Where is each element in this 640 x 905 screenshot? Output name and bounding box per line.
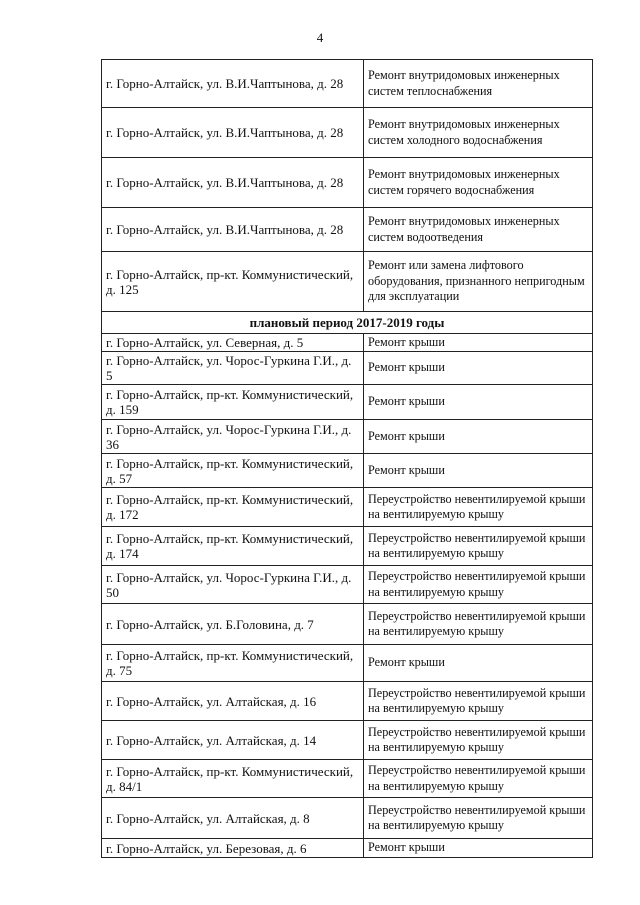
- table-row: [102, 208, 593, 252]
- work-type-cell: Переустройство невентилируемой крыши на вентилируемую крышу: [364, 604, 593, 645]
- work-type-cell: Ремонт крыши: [364, 334, 593, 352]
- work-type-cell: Ремонт внутридомовых инженерных систем холодного водоснабжения: [364, 108, 593, 158]
- table-row: [102, 352, 593, 385]
- table-row: [102, 645, 593, 682]
- address-cell: г. Горно-Алтайск, ул. В.И.Чаптынова, д. 28: [102, 108, 364, 158]
- table-row: [102, 527, 593, 566]
- address-cell: г. Горно-Алтайск, пр-кт. Коммунистический, д. 125: [102, 252, 364, 312]
- work-type-cell: Ремонт крыши: [364, 839, 593, 858]
- work-type-cell: Ремонт внутридомовых инженерных систем теплоснабжения: [364, 60, 593, 108]
- address-cell: г. Горно-Алтайск, ул. В.И.Чаптынова, д. 28: [102, 60, 364, 108]
- table-row: [102, 839, 593, 858]
- table-row: [102, 108, 593, 158]
- work-type-cell: Переустройство невентилируемой крыши на вентилируемую крышу: [364, 566, 593, 604]
- work-type-cell: Ремонт крыши: [364, 385, 593, 420]
- table-row: [102, 798, 593, 839]
- work-type-cell: Переустройство невентилируемой крыши на вентилируемую крышу: [364, 721, 593, 760]
- address-cell: г. Горно-Алтайск, пр-кт. Коммунистический, д. 75: [102, 645, 364, 682]
- table-row: [102, 760, 593, 798]
- address-cell: г. Горно-Алтайск, пр-кт. Коммунистический, д. 159: [102, 385, 364, 420]
- work-type-cell: Переустройство невентилируемой крыши на вентилируемую крышу: [364, 798, 593, 839]
- page-number: 4: [316, 30, 324, 45]
- work-type-cell: Ремонт внутридомовых инженерных систем водоотведения: [364, 208, 593, 252]
- work-type-cell: Ремонт крыши: [364, 645, 593, 682]
- address-cell: г. Горно-Алтайск, ул. Березовая, д. 6: [102, 839, 364, 858]
- work-type-cell: Переустройство невентилируемой крыши на вентилируемую крышу: [364, 682, 593, 721]
- table-row: [102, 334, 593, 352]
- table-row: [102, 604, 593, 645]
- address-cell: г. Горно-Алтайск, пр-кт. Коммунистический, д. 174: [102, 527, 364, 566]
- table-row: [102, 488, 593, 527]
- address-cell: г. Горно-Алтайск, ул. Чорос-Гуркина Г.И., д. 5: [102, 352, 364, 385]
- works-table: [101, 59, 593, 858]
- address-cell: г. Горно-Алтайск, ул. Чорос-Гуркина Г.И., д. 50: [102, 566, 364, 604]
- address-cell: г. Горно-Алтайск, пр-кт. Коммунистический, д. 57: [102, 454, 364, 488]
- address-cell: г. Горно-Алтайск, ул. В.И.Чаптынова, д. 28: [102, 158, 364, 208]
- table-row: [102, 252, 593, 312]
- table-row: [102, 60, 593, 108]
- work-type-cell: Ремонт внутридомовых инженерных систем горячего водоснабжения: [364, 158, 593, 208]
- table-row: [102, 420, 593, 454]
- work-type-cell: Ремонт или замена лифтового оборудования, признанного непригодным для эксплуатации: [364, 252, 593, 312]
- table-row: [102, 566, 593, 604]
- work-type-cell: Ремонт крыши: [364, 454, 593, 488]
- table-row: [102, 385, 593, 420]
- work-type-cell: Переустройство невентилируемой крыши на вентилируемую крышу: [364, 488, 593, 527]
- address-cell: г. Горно-Алтайск, пр-кт. Коммунистический, д. 172: [102, 488, 364, 527]
- address-cell: г. Горно-Алтайск, ул. Чорос-Гуркина Г.И., д. 36: [102, 420, 364, 454]
- section-title: плановый период 2017-2019 годы: [102, 312, 593, 334]
- address-cell: г. Горно-Алтайск, ул. Алтайская, д. 14: [102, 721, 364, 760]
- address-cell: г. Горно-Алтайск, ул. Северная, д. 5: [102, 334, 364, 352]
- address-cell: г. Горно-Алтайск, пр-кт. Коммунистический, д. 84/1: [102, 760, 364, 798]
- table-row: [102, 682, 593, 721]
- address-cell: г. Горно-Алтайск, ул. Алтайская, д. 8: [102, 798, 364, 839]
- work-type-cell: Ремонт крыши: [364, 352, 593, 385]
- address-cell: г. Горно-Алтайск, ул. Алтайская, д. 16: [102, 682, 364, 721]
- table-row: [102, 721, 593, 760]
- work-type-cell: Переустройство невентилируемой крыши на вентилируемую крышу: [364, 527, 593, 566]
- work-type-cell: Переустройство невентилируемой крыши на вентилируемую крышу: [364, 760, 593, 798]
- table-row: [102, 158, 593, 208]
- section-row: [102, 312, 593, 334]
- address-cell: г. Горно-Алтайск, ул. Б.Головина, д. 7: [102, 604, 364, 645]
- work-type-cell: Ремонт крыши: [364, 420, 593, 454]
- table-row: [102, 454, 593, 488]
- address-cell: г. Горно-Алтайск, ул. В.И.Чаптынова, д. 28: [102, 208, 364, 252]
